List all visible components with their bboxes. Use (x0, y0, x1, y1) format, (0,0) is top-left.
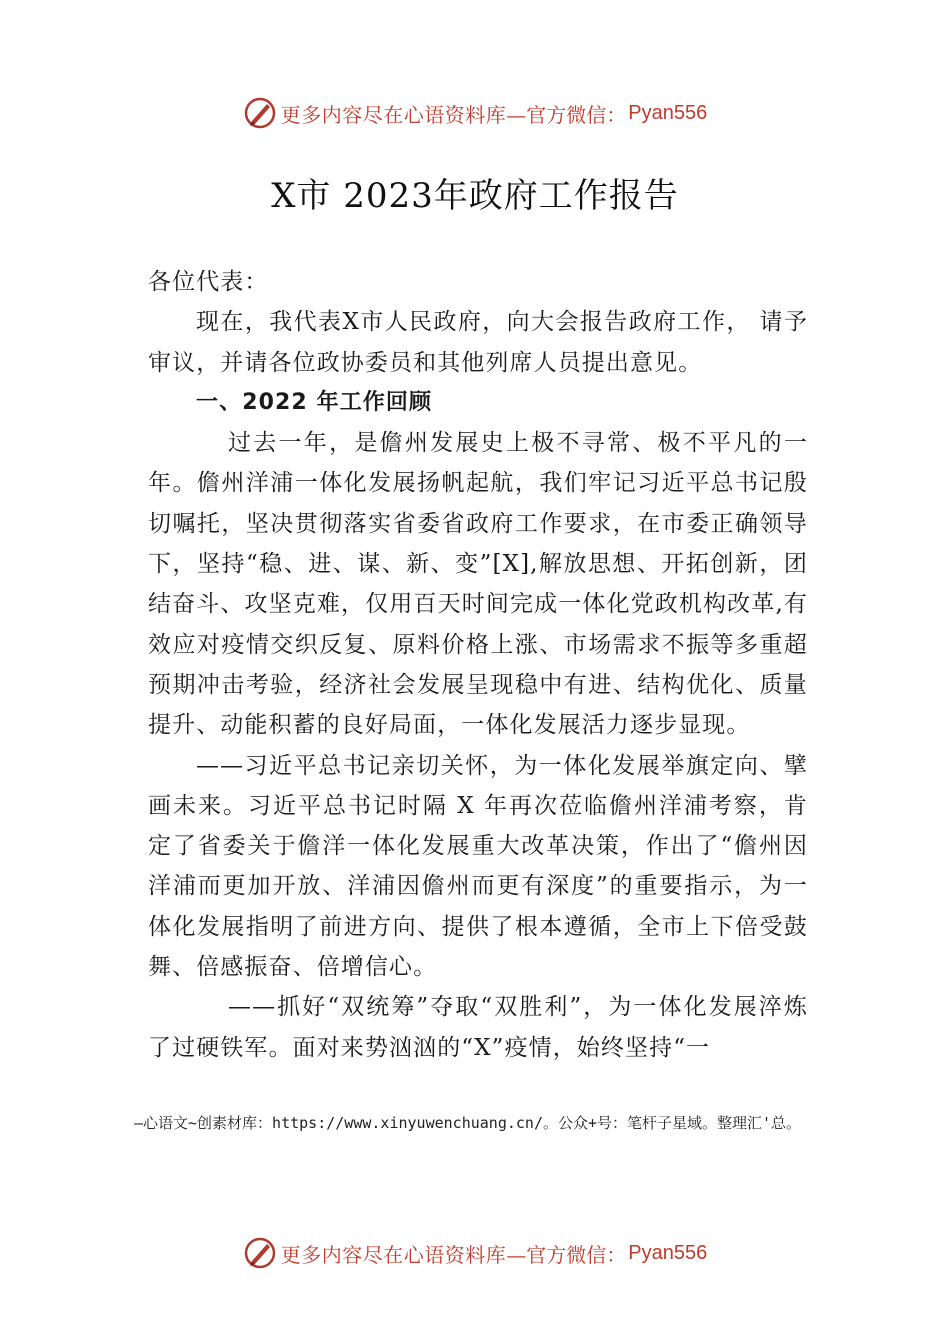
document-title: X市 2023年政府工作报告 (271, 176, 679, 216)
document-body (148, 262, 808, 1068)
pen-seal-icon (243, 96, 277, 130)
paragraph-care: ——习近平总书记亲切关怀，为一体化发展举旗定向、擘画未来。习近平总书记时隔 X 年再次莅临儋州洋浦考察，肯定了省委关于儋洋一体化发展重大改革决策，作出了“儋州因洋浦而更加开放、洋浦因儋州而更有深度”的重要指示，为一体化发展指明了前进方向、提供了根本遵循，全市上下倍受鼓舞、倍感振奋、倍增信心。 (148, 752, 808, 981)
banner-separator: —官方微信： (506, 1242, 627, 1267)
banner-wechat-id: Pyan556 (628, 1241, 708, 1264)
intro-paragraph: 现在，我代表X市人民政府，向大会报告政府工作， 请予审议，并请各位政协委员和其他列席人员提出意见。 (148, 309, 808, 376)
banner-wechat-id: Pyan556 (628, 101, 708, 124)
pen-seal-icon (243, 1236, 277, 1270)
footer-banner (0, 1233, 950, 1273)
paragraph-pandemic: ——抓好“双统筹”夺取“双胜利”，为一体化发展淬炼了过硬铁军。面对来势汹汹的“X”疫情，始终坚持“一 (148, 994, 808, 1061)
footnote: —心语文~创素材库：https://www.xinyuwenchuang.cn/。公众+号：笔杆子星域。整理汇'总。 (134, 1114, 802, 1132)
banner-separator: —官方微信： (506, 102, 627, 127)
banner-text: 更多内容尽在心语资料库 (280, 1242, 507, 1267)
salutation: 各位代表： (148, 269, 269, 295)
banner-text: 更多内容尽在心语资料库 (280, 102, 507, 127)
header-banner (0, 93, 950, 133)
section-heading: 一、2022 年工作回顾 (196, 389, 433, 415)
paragraph-review: 过去一年，是儋州发展史上极不寻常、极不平凡的一年。儋州洋浦一体化发展扬帆起航，我们牢记习近平总书记殷切嘱托，坚决贯彻落实省委省政府工作要求，在市委正确领导下，坚持“稳、进、谋、新、变”[X],解放思想、开拓创新，团结奋斗、攻坚克难，仅用百天时间完成一体化党政机构改革,有效应对疫情交织反复、原料价格上涨、市场需求不振等多重超预期冲击考验，经济社会发展呈现稳中有进、结构优化、质量提升、动能积蓄的良好局面，一体化发展活力逐步显现。 (148, 430, 808, 739)
